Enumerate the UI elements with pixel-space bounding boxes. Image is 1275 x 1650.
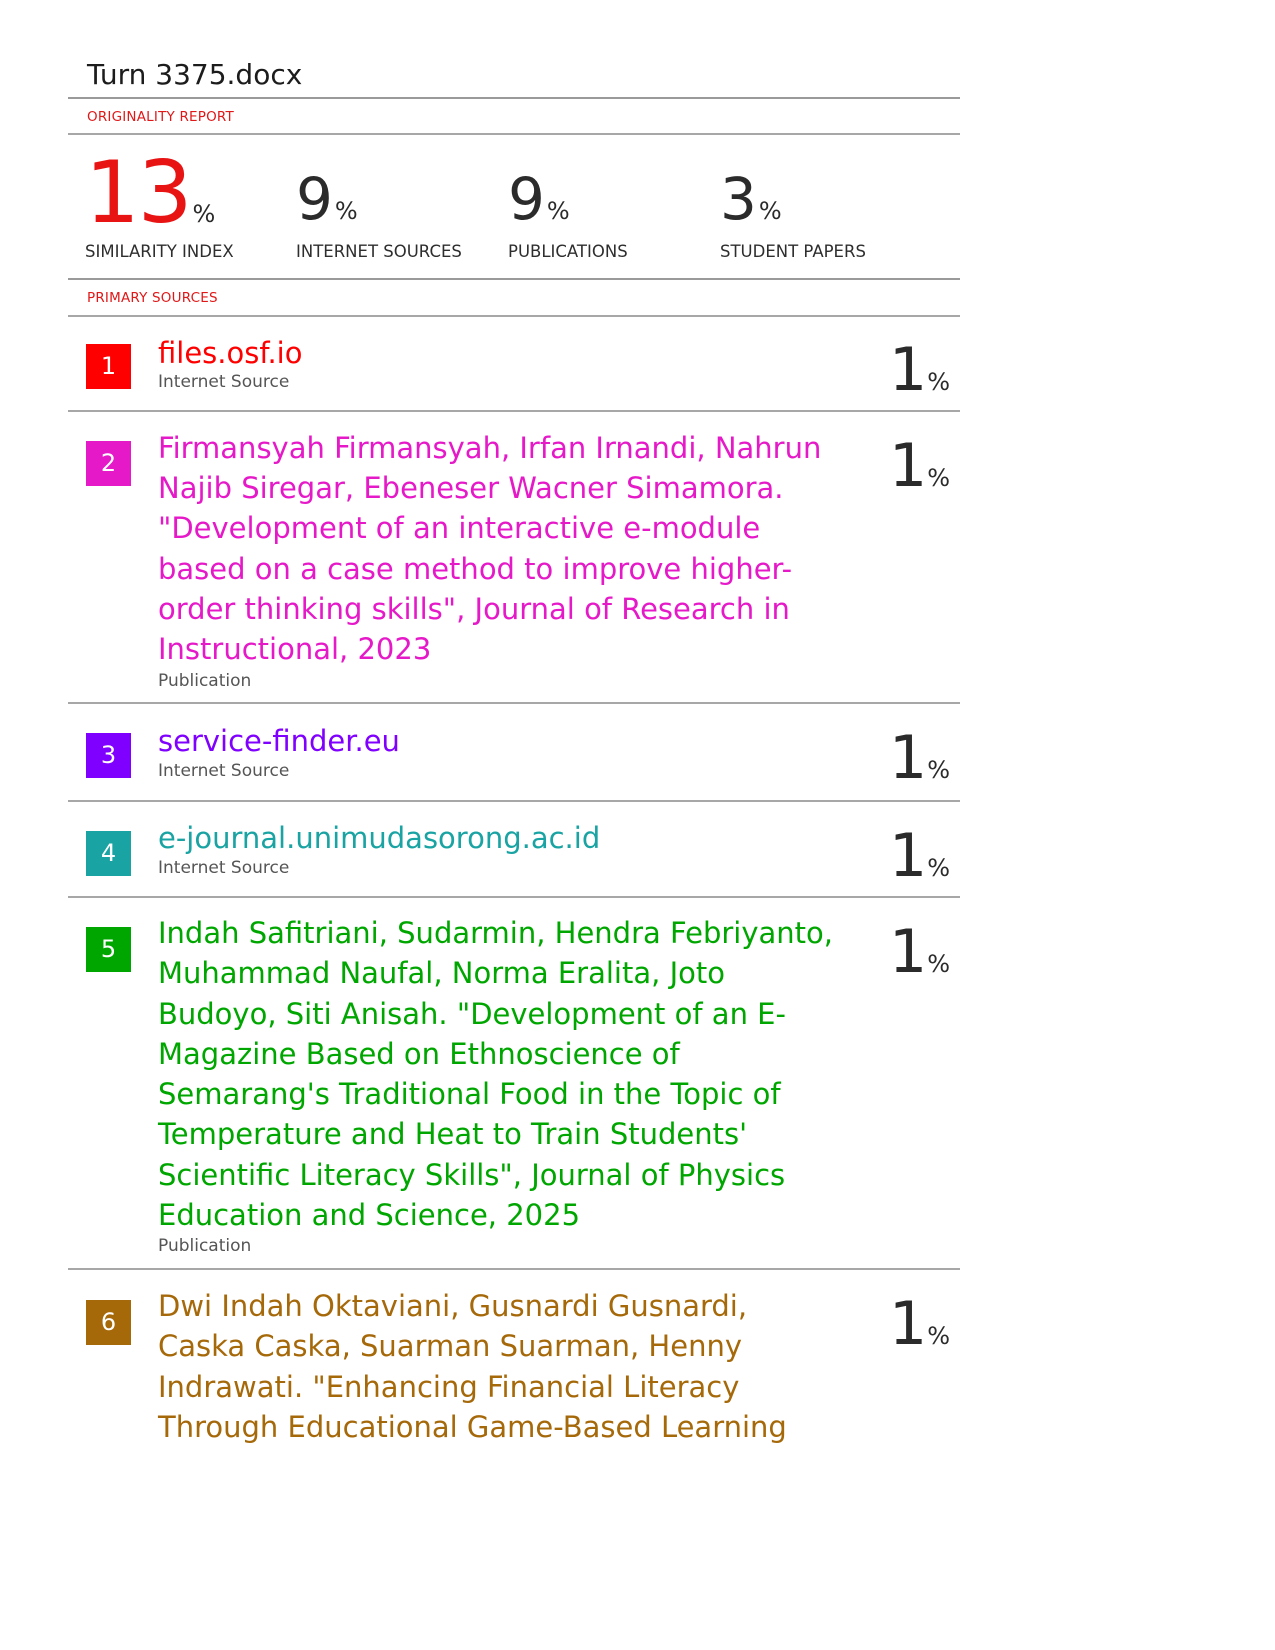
originality-report-label: ORIGINALITY REPORT xyxy=(87,109,234,125)
internet-sources-unit: % xyxy=(334,197,358,225)
document-title: Turn 3375.docx xyxy=(87,58,303,91)
source-title[interactable]: e-journal.unimudasorong.ac.id xyxy=(158,821,601,855)
internet-sources-stat xyxy=(296,150,462,261)
source-rank-badge: 6 xyxy=(86,1300,131,1345)
publications-stat xyxy=(508,150,628,261)
source-divider xyxy=(68,702,960,704)
similarity-index-label: SIMILARITY INDEX xyxy=(85,242,234,261)
student-papers-value: 3 xyxy=(720,165,757,233)
source-divider xyxy=(68,410,960,412)
primary-sources-divider xyxy=(68,315,960,317)
source-percent: 1% xyxy=(889,723,950,793)
source-divider xyxy=(68,1268,960,1270)
publications-label: PUBLICATIONS xyxy=(508,242,628,261)
source-type: Internet Source xyxy=(158,858,290,878)
primary-sources-label: PRIMARY SOURCES xyxy=(87,290,218,306)
similarity-index-value: 13 xyxy=(85,143,191,243)
source-title[interactable]: Dwi Indah Oktaviani, Gusnardi Gusnardi, Caska Caska, Suarman Suarman, Henny Indrawati. "Enhancing Financial Literacy Through Educational Game-Based Learning xyxy=(158,1289,787,1444)
originality-divider xyxy=(68,133,960,135)
source-type: Internet Source xyxy=(158,372,290,392)
source-type: Publication xyxy=(158,1236,252,1256)
similarity-index-unit: % xyxy=(192,200,216,228)
source-rank-badge: 4 xyxy=(86,831,131,876)
student-papers-unit: % xyxy=(758,197,782,225)
source-rank-badge: 5 xyxy=(86,927,131,972)
source-percent: 1% xyxy=(889,821,950,891)
source-divider xyxy=(68,800,960,802)
source-rank-badge: 3 xyxy=(86,733,131,778)
source-type: Publication xyxy=(158,671,252,691)
source-title[interactable]: files.osf.io xyxy=(158,336,303,370)
source-rank-badge: 2 xyxy=(86,441,131,486)
stats-divider xyxy=(68,278,960,280)
source-percent: 1% xyxy=(889,335,950,405)
student-papers-stat xyxy=(720,150,866,261)
source-type: Internet Source xyxy=(158,761,290,781)
source-title[interactable]: Firmansyah Firmansyah, Irfan Irnandi, Nahrun Najib Siregar, Ebeneser Wacner Simamora. "Development of an interactive e-module based on a case method to improve higher-order thinking skills", Journal of Research in Instructional, 2023 xyxy=(158,431,822,667)
source-title[interactable]: service-finder.eu xyxy=(158,724,400,758)
publications-unit: % xyxy=(546,197,570,225)
source-title[interactable]: Indah Safitriani, Sudarmin, Hendra Febriyanto, Muhammad Naufal, Norma Eralita, Joto Budoyo, Siti Anisah. "Development of an E-Magazine Based on Ethnoscience of Semarang's Traditional Food in the Topic of Temperature and Heat to Train Students' Scientific Literacy Skills", Journal of Physics Education and Science, 2025 xyxy=(158,916,833,1233)
source-percent: 1% xyxy=(889,431,950,501)
student-papers-label: STUDENT PAPERS xyxy=(720,242,866,261)
source-divider xyxy=(68,896,960,898)
internet-sources-value: 9 xyxy=(296,165,333,233)
publications-value: 9 xyxy=(508,165,545,233)
internet-sources-label: INTERNET SOURCES xyxy=(296,242,462,261)
source-percent: 1% xyxy=(889,1289,950,1359)
source-rank-badge: 1 xyxy=(86,344,131,389)
title-divider xyxy=(68,97,960,99)
source-percent: 1% xyxy=(889,917,950,987)
similarity-index-stat xyxy=(85,143,234,261)
